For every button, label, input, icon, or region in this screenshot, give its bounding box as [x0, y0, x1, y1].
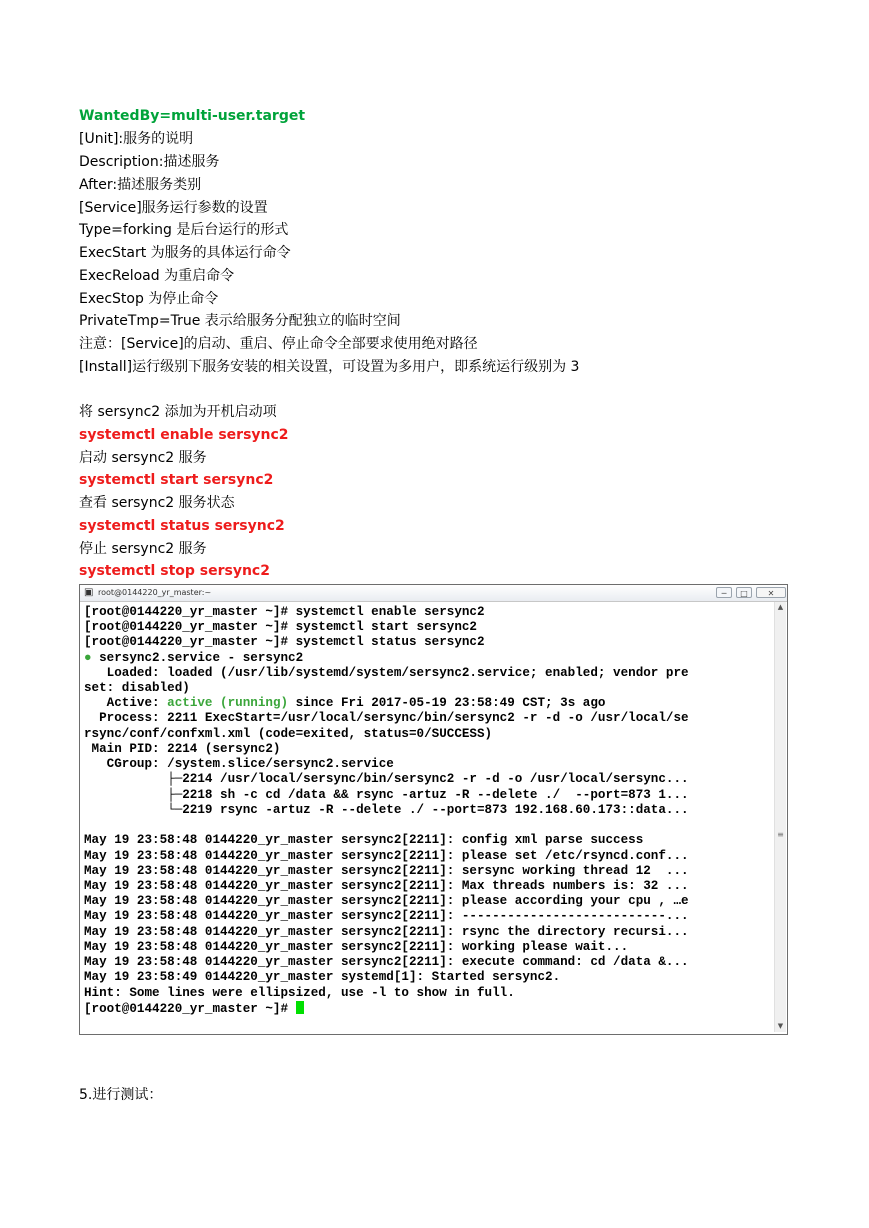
active-since: since Fri 2017-05-19 23:58:49 CST; 3s ago — [288, 696, 606, 710]
terminal-line: [root@0144220_yr_master ~]# systemctl enable sersync2 — [84, 605, 485, 619]
terminal-line — [84, 651, 303, 666]
stop-description: 停止 sersync2 服务 — [79, 541, 207, 557]
active-state: active (running) — [167, 696, 289, 710]
start-command: systemctl start sersync2 — [79, 472, 274, 488]
terminal-line: Loaded: loaded (/usr/lib/systemd/system/sersync2.service; enabled; vendor pre — [84, 666, 689, 680]
prompt: [root@0144220_yr_master ~]# — [84, 1002, 296, 1016]
terminal-line: May 19 23:58:48 0144220_yr_master sersync2[2211]: Max threads numbers is: 32 ... — [84, 879, 689, 893]
status-command: systemctl status sersync2 — [79, 518, 285, 534]
doc-line: [Unit]:服务的说明 — [79, 131, 194, 147]
doc-line: [Service]服务运行参数的设置 — [79, 200, 268, 216]
terminal-line: May 19 23:58:48 0144220_yr_master sersync2[2211]: execute command: cd /data &... — [84, 955, 689, 969]
test-heading: 5.进行测试： — [79, 1087, 163, 1103]
enable-description: 将 sersync2 添加为开机启动项 — [79, 404, 277, 420]
terminal-line: ├─2218 sh -c cd /data && rsync -artuz -R --delete ./ --port=873 1... — [84, 788, 689, 802]
service-name-line: sersync2.service - sersync2 — [91, 651, 304, 665]
doc-line: ExecStart 为服务的具体运行命令 — [79, 245, 291, 261]
scroll-down-arrow-icon[interactable]: ▼ — [777, 1022, 784, 1030]
doc-line: Type=forking 是后台运行的形式 — [79, 222, 289, 238]
scroll-up-arrow-icon[interactable]: ▲ — [777, 603, 784, 611]
terminal-title: root@0144220_yr_master:~ — [98, 588, 212, 597]
terminal-line: [root@0144220_yr_master ~]# systemctl status sersync2 — [84, 635, 485, 649]
terminal-line: └─2219 rsync -artuz -R --delete ./ --port=873 192.168.60.173::data... — [84, 803, 689, 817]
terminal-line: May 19 23:58:48 0144220_yr_master sersync2[2211]: sersync working thread 12 ... — [84, 864, 689, 878]
terminal-line: [root@0144220_yr_master ~]# systemctl start sersync2 — [84, 620, 477, 634]
scroll-grip-icon[interactable]: ≡ — [777, 830, 784, 839]
terminal-window — [79, 584, 788, 1035]
minimize-button[interactable]: ─ — [716, 587, 732, 598]
doc-line: ExecStop 为停止命令 — [79, 291, 219, 307]
status-description: 查看 sersync2 服务状态 — [79, 495, 235, 511]
terminal-line — [84, 696, 605, 711]
terminal-line: May 19 23:58:48 0144220_yr_master sersync2[2211]: config xml parse success — [84, 833, 644, 847]
terminal-app-icon: ▣ — [84, 587, 94, 598]
terminal-line: May 19 23:58:48 0144220_yr_master sersync2[2211]: please according your cpu , …e — [84, 894, 689, 908]
terminal-line: ├─2214 /usr/local/sersync/bin/sersync2 -r -d -o /usr/local/sersync... — [84, 772, 689, 786]
terminal-line: set: disabled) — [84, 681, 190, 695]
stop-command: systemctl stop sersync2 — [79, 563, 270, 579]
terminal-line: May 19 23:58:49 0144220_yr_master systemd[1]: Started sersync2. — [84, 970, 561, 984]
terminal-line: Hint: Some lines were ellipsized, use -l to show in full. — [84, 986, 515, 1000]
status-dot-icon: ● — [84, 651, 92, 665]
terminal-line: CGroup: /system.slice/sersync2.service — [84, 757, 394, 771]
active-label: Active: — [84, 696, 168, 710]
terminal-line: May 19 23:58:48 0144220_yr_master sersync2[2211]: working please wait... — [84, 940, 629, 954]
vertical-scrollbar[interactable] — [774, 602, 786, 1032]
terminal-line: Process: 2211 ExecStart=/usr/local/sersync/bin/sersync2 -r -d -o /usr/local/se — [84, 711, 689, 725]
terminal-line: May 19 23:58:48 0144220_yr_master sersync2[2211]: ---------------------------... — [84, 909, 689, 923]
enable-command: systemctl enable sersync2 — [79, 427, 289, 443]
start-description: 启动 sersync2 服务 — [79, 450, 207, 466]
doc-line: PrivateTmp=True 表示给服务分配独立的临时空间 — [79, 313, 401, 329]
doc-line: Description:描述服务 — [79, 154, 220, 170]
doc-line: After:描述服务类别 — [79, 177, 202, 193]
wanted-by-line: WantedBy=multi-user.target — [79, 108, 306, 124]
terminal-line: May 19 23:58:48 0144220_yr_master sersync2[2211]: rsync the directory recursi... — [84, 925, 689, 939]
close-button[interactable]: ✕ — [756, 587, 786, 598]
terminal-screen[interactable] — [84, 605, 774, 1030]
doc-line: [Install]运行级别下服务安装的相关设置，可设置为多用户，即系统运行级别为 3 — [79, 359, 580, 375]
terminal-prompt-line[interactable] — [84, 1001, 304, 1017]
maximize-button[interactable]: □ — [736, 587, 752, 598]
doc-line: 注意：[Service]的启动、重启、停止命令全部要求使用绝对路径 — [79, 336, 478, 352]
terminal-titlebar — [80, 585, 787, 602]
terminal-line: May 19 23:58:48 0144220_yr_master sersync2[2211]: please set /etc/rsyncd.conf... — [84, 849, 689, 863]
terminal-line: rsync/conf/confxml.xml (code=exited, status=0/SUCCESS) — [84, 727, 493, 741]
doc-line: ExecReload 为重启命令 — [79, 268, 235, 284]
cursor — [296, 1001, 304, 1014]
terminal-line: Main PID: 2214 (sersync2) — [84, 742, 281, 756]
